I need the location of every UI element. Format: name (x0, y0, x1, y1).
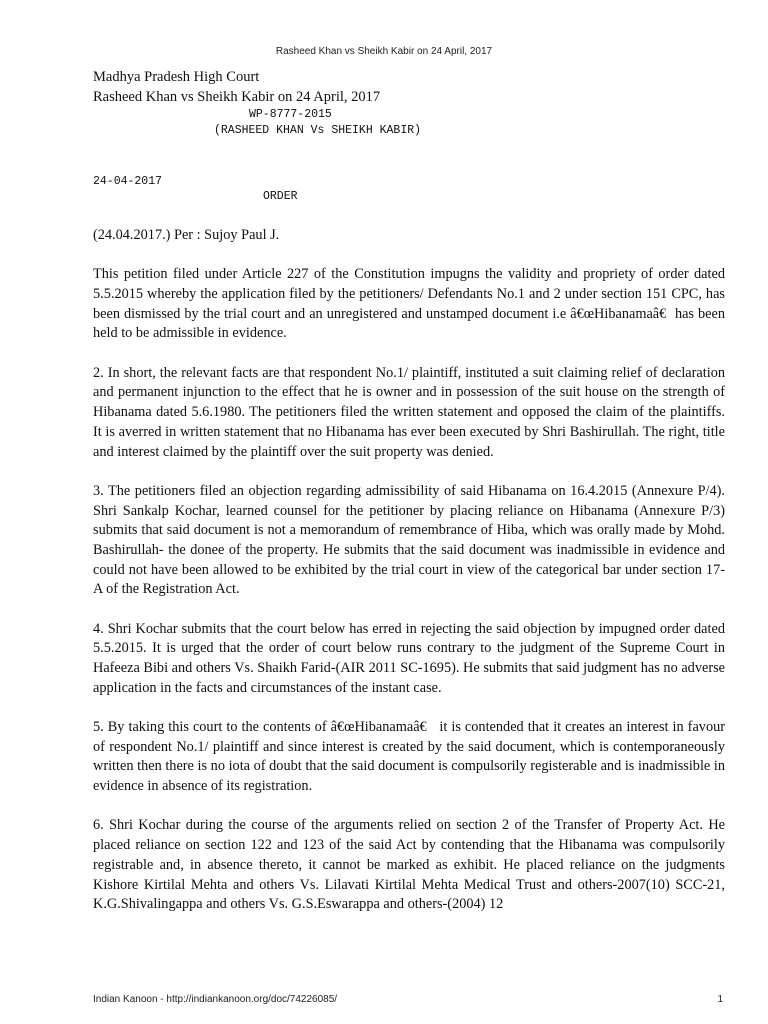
paragraph-5: 5. By taking this court to the contents of â€œHibanamaâ€ it is contended that it creates an interest in favour of respondent No.1/ plaintiff and since interest is created by the said document, which is contemporaneously written then there is no iota of doubt that the said document is compulsorily registerable and is inadmissible in evidence in absence of its registration. (93, 719, 725, 795)
order-date: 24-04-2017 (93, 175, 163, 188)
paragraph-intro: This petition filed under Article 227 of the Constitution impugns the validity and propriety of order dated 5.5.2015 whereby the application filed by the petitioners/ Defendants No.1 and 2 under section 151 CPC, has been dismissed by the trial court and an unregistered and unstamped document i.e â€œHibanamaâ€has been held to be admissible in evidence. (93, 266, 725, 342)
case-number: WP-8777-2015 (249, 108, 332, 121)
page-number: 1 (717, 994, 723, 1005)
case-title: Rasheed Khan vs Sheikh Kabir on 24 April, 2017 (93, 89, 381, 105)
paragraph-6: 6. Shri Kochar during the course of the arguments relied on section 2 of the Transfer of Property Act. He placed reliance on section 122 and 123 of the said Act by contending that the Hibanama was compulsorily registrable and, in absence thereto, it cannot be marked as exhibit. He placed reliance on the judgments Kishore Kirtilal Mehta and others Vs. Lilavati Kirtilal Mehta Medical Trust and others-2007(10) SCC-21, K.G.Shivalingappa and others Vs. G.S.Eswarappa and others-(2004) 12 (93, 817, 725, 913)
paragraph-2: 2. In short, the relevant facts are that respondent No.1/ plaintiff, instituted a suit claiming relief of declaration and permanent injunction to the effect that he is owner and in possession of the suit house on the strength of Hibanama dated 5.6.1980. The petitioners filed the written statement and opposed the claim of the plaintiffs. It is averred in written statement that no Hibanama has ever been executed by Shri Bashirullah. The right, title and interest claimed by the plaintiff over the suit property was denied. (93, 364, 725, 460)
source-link[interactable]: Indian Kanoon - http://indiankanoon.org/doc/74226085/ (93, 994, 338, 1005)
judgment-body (93, 226, 725, 935)
running-header: Rasheed Khan vs Sheikh Kabir on 24 April, 2017 (275, 46, 493, 57)
paragraph-3: 3. The petitioners filed an objection regarding admissibility of said Hibanama on 16.4.2015 (Annexure P/4). Shri Sankalp Kochar, learned counsel for the petitioner by placing reliance on Hibanama (Annexure P/3) submits that said document is not a memorandum of remembrance of Hiba, which was orally made by Mohd. Bashirullah- the donee of the property. He submits that the said document was inadmissible in evidence and could not have been allowed to be exhibited by the trial court in view of the categorical bar under section 17-A of the Registration Act. (93, 482, 725, 598)
order-label: ORDER (263, 190, 298, 203)
bench-line: (24.04.2017.) Per : Sujoy Paul J. (93, 227, 280, 243)
page-footer (93, 994, 723, 1005)
paragraph-4: 4. Shri Kochar submits that the court below has erred in rejecting the said objection by impugned order dated 5.5.2015. It is urged that the order of court below runs contrary to the judgment of the Supreme Court in Hafeeza Bibi and others Vs. Shaikh Farid-(AIR 2011 SC-1695). He submits that said judgment has no adverse application in the facts and circumstances of the instant case. (93, 620, 725, 696)
case-heading (93, 67, 380, 107)
court-name: Madhya Pradesh High Court (93, 69, 260, 85)
case-parties: (RASHEED KHAN Vs SHEIKH KABIR) (214, 124, 422, 137)
